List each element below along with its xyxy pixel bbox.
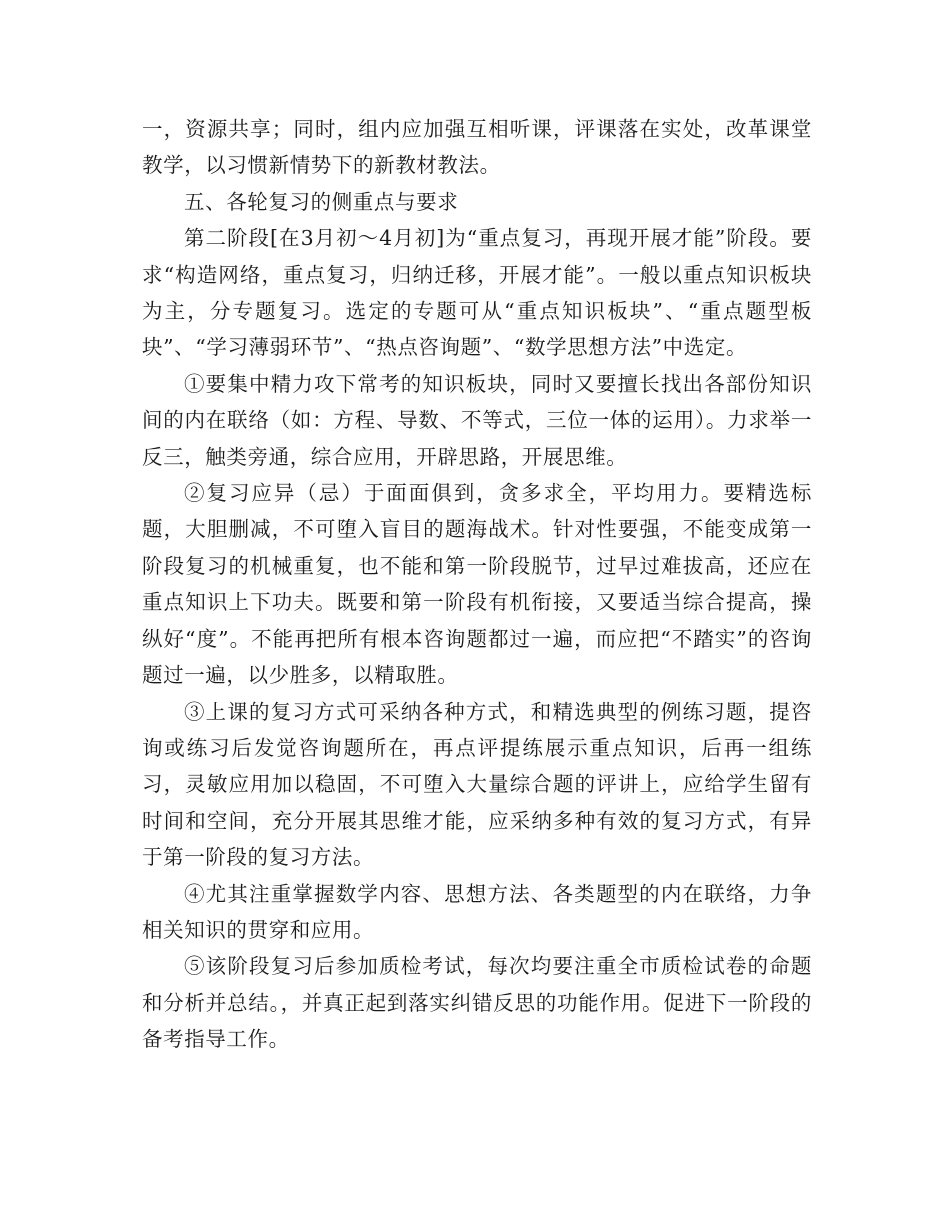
section-heading: 五、各轮复习的侧重点与要求 [184, 189, 459, 214]
paragraph-item-5: ⑤该阶段复习后参加质检考试，每次均要注重全市质检试卷的命题和分析并总结。，并真正起到落实纠错反思的功能作用。促进下一阶段的备考指导工作。 [142, 954, 812, 1052]
paragraph-stage-two: 第二阶段[在3月初～4月初]为“重点复习，再现开展才能”阶段。要求“构造网络，重点复习，归纳迁移，开展才能”。一般以重点知识板块为主，分专题复习。选定的专题可从“重点知识板块”、“重点题型板块”、“学习薄弱环节”、“热点咨询题”、“数学思想方法”中选定。 [142, 226, 812, 360]
paragraph-continuation: 一，资源共享；同时，组内应加强互相听课，评课落在实处，改革课堂教学，以习惯新情势下的新教材教法。 [142, 117, 812, 178]
paragraph-item-1: ①要集中精力攻下常考的知识板块，同时又要擅长找出各部份知识间的内在联络（如：方程、导数、不等式，三位一体的运用）。力求举一反三，触类旁通，综合应用，开辟思路，开展思维。 [142, 371, 812, 469]
document-body [142, 111, 812, 1058]
paragraph-item-4: ④尤其注重掌握数学内容、思想方法、各类题型的内在联络，力争相关知识的贯穿和应用。 [142, 881, 812, 942]
paragraph-item-2: ②复习应异（忌）于面面俱到，贪多求全，平均用力。要精选标题，大胆删减，不可堕入盲目的题海战术。针对性要强，不能变成第一阶段复习的机械重复，也不能和第一阶段脱节，过早过难拔高，还应在重点知识上下功夫。既要和第一阶段有机衔接，又要适当综合提高，操纵好“度”。不能再把所有根本咨询题都过一遍，而应把“不踏实”的咨询题过一遍，以少胜多，以精取胜。 [142, 481, 812, 688]
paragraph-item-3: ③上课的复习方式可采纳各种方式，和精选典型的例练习题，提咨询或练习后发觉咨询题所在，再点评提练展示重点知识，后再一组练习，灵敏应用加以稳固，不可堕入大量综合题的评讲上，应给学生留有时间和空间，充分开展其思维才能，应采纳多种有效的复习方式，有异于第一阶段的复习方法。 [142, 699, 812, 870]
